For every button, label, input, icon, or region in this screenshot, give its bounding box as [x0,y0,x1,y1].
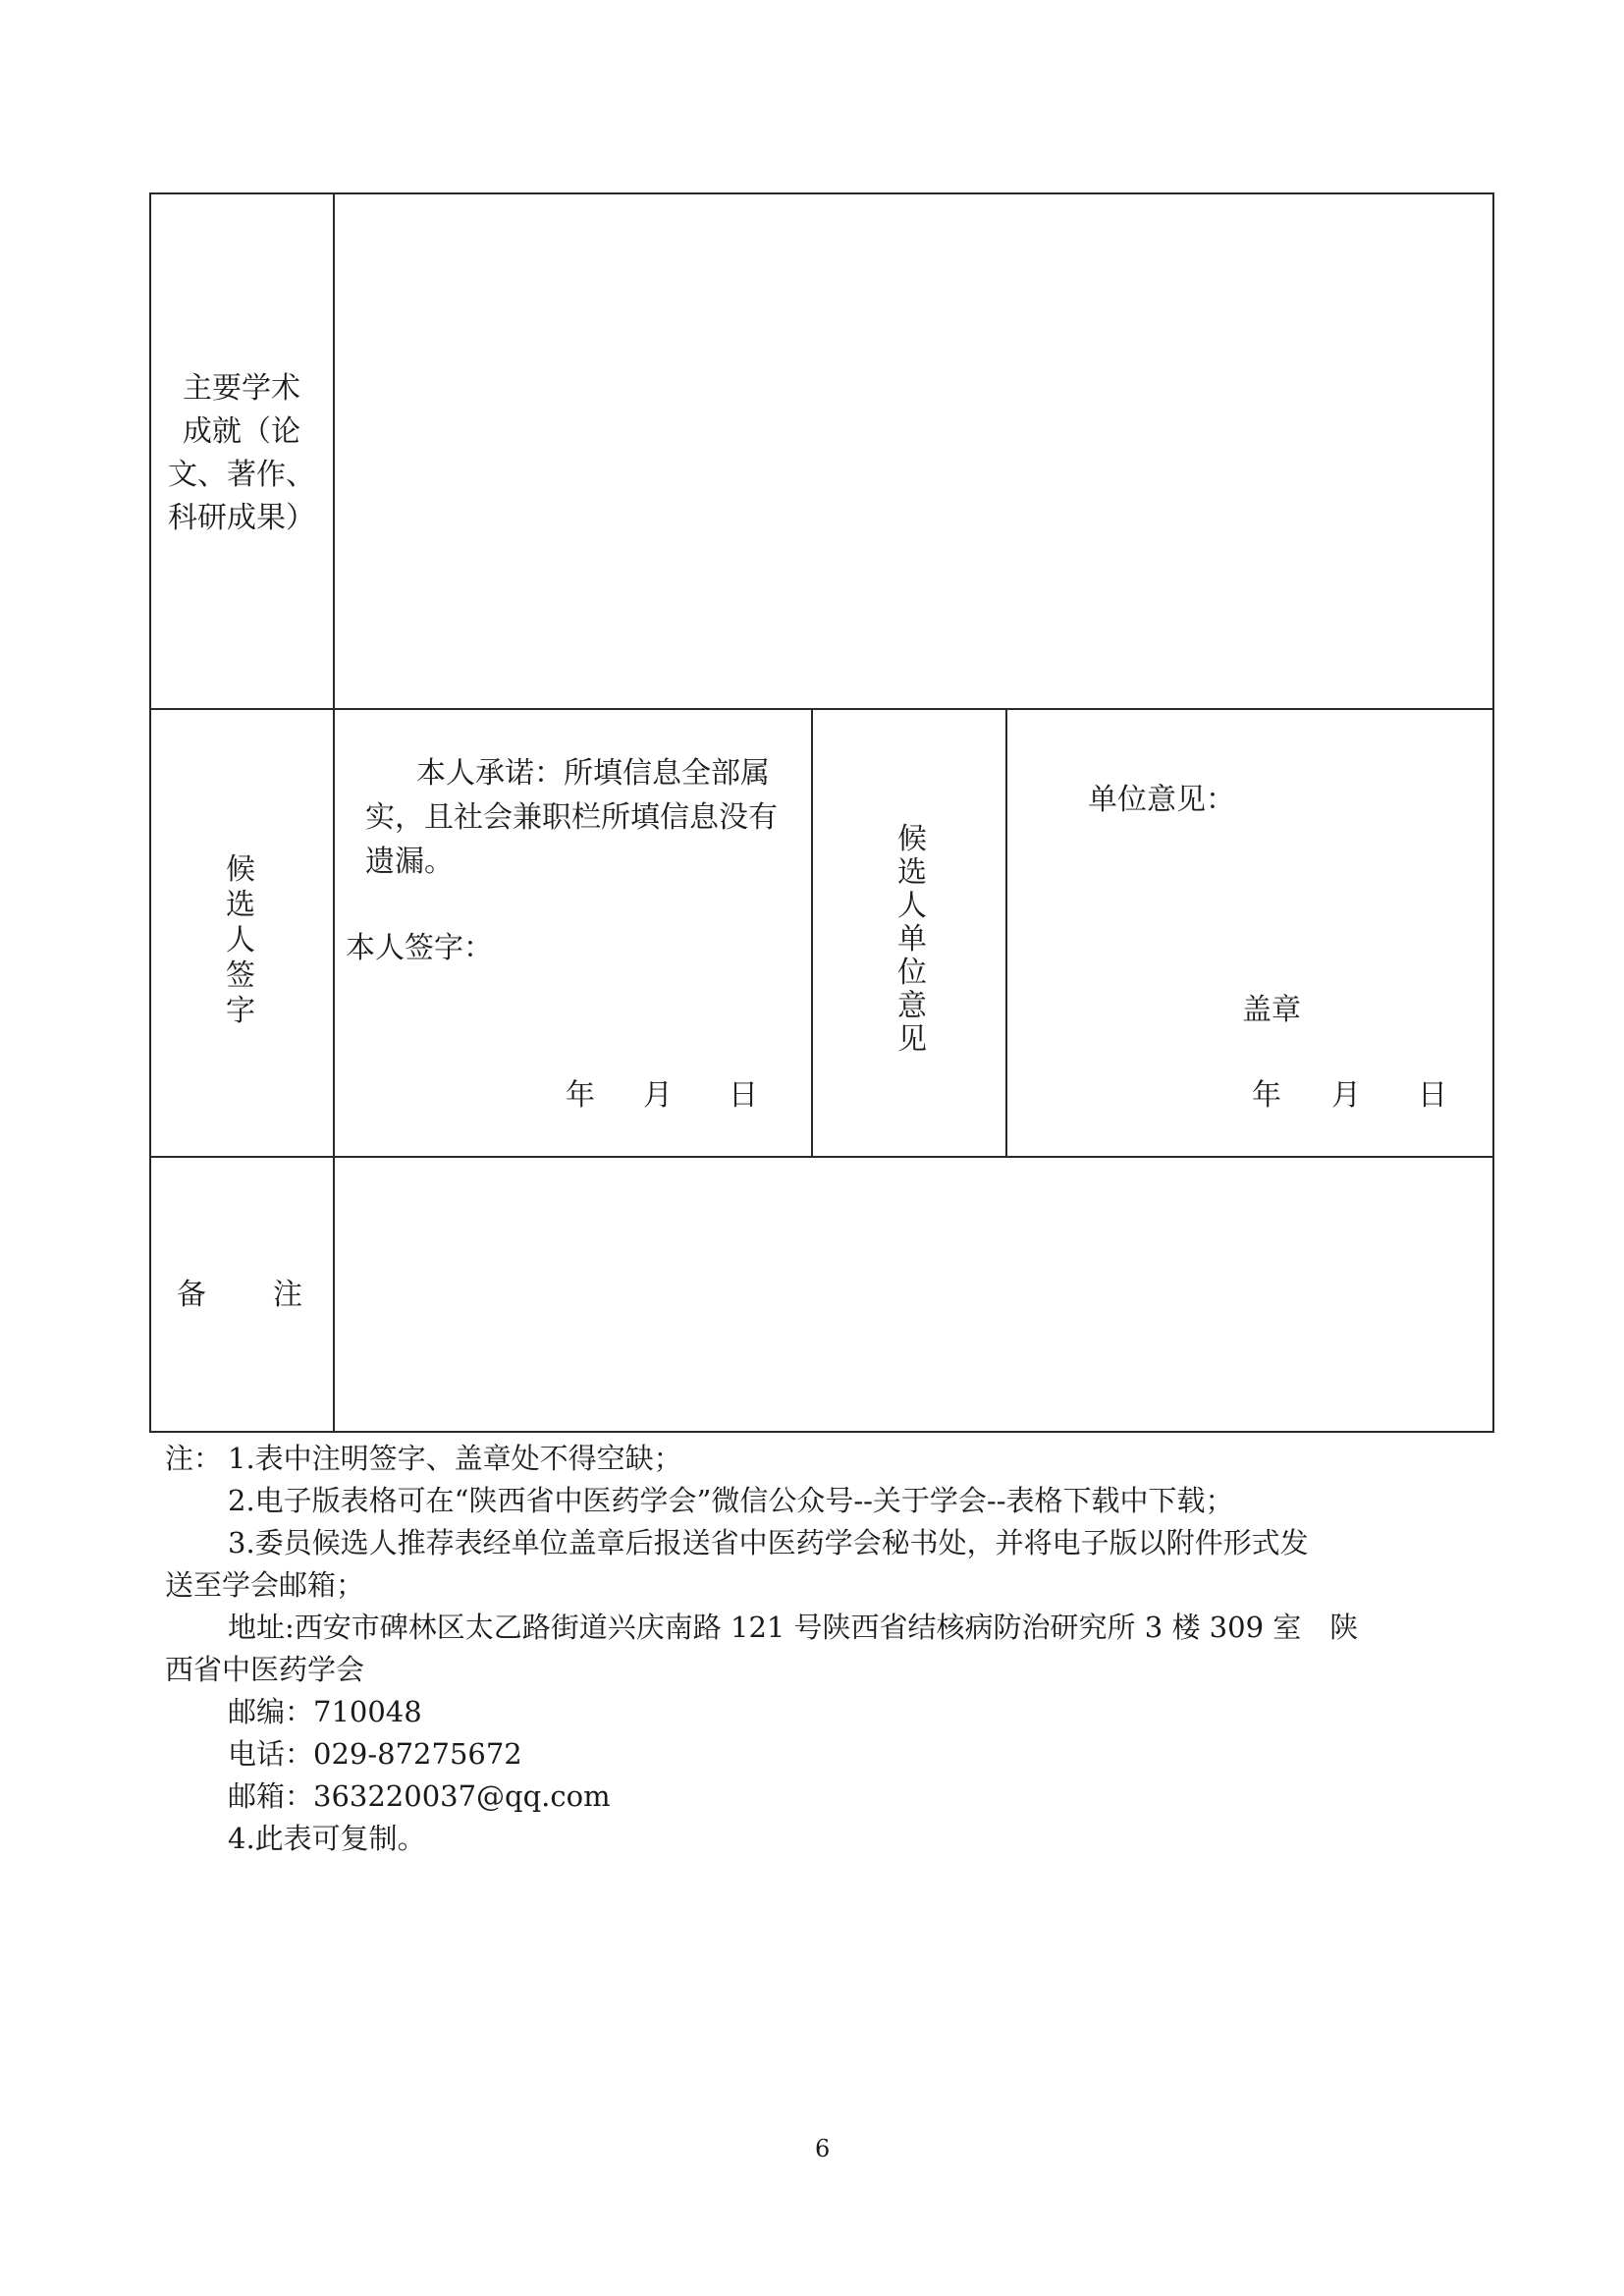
candidate-sign-label: 候选人签字 [226,852,255,1028]
table-sign-divider-1 [811,708,813,1158]
page-number: 6 [815,2135,831,2162]
date-right-year: 年 [1252,1078,1281,1113]
achievements-label-line-2: 成就（论 [183,414,300,449]
self-signature-field[interactable] [491,923,795,982]
date-right-month: 月 [1331,1078,1361,1113]
note-email: 邮箱：363220037@qq.com [228,1779,611,1813]
table-divider-2 [149,1156,1494,1158]
achievements-label-line-3: 文、著作、 [168,458,315,492]
note-item-2: 2.电子版表格可在“陕西省中医药学会”微信公众号--关于学会--表格下载中下载； [228,1484,1234,1517]
date-left-year: 年 [566,1078,595,1113]
remarks-label-right: 注 [273,1278,302,1312]
achievements-input-area[interactable] [336,195,1490,706]
date-left-month: 月 [643,1078,673,1113]
note-item-4: 4.此表可复制。 [228,1822,426,1855]
note-address-line-1: 地址:西安市碑林区太乙路街道兴庆南路 121 号陕西省结核病防治研究所 3 楼 309 室 陕 [228,1611,1359,1644]
seal-label: 盖章 [1242,993,1301,1027]
unit-opinion-vertical-label: 候选人单位意见 [897,822,927,1057]
table-sign-divider-2 [1005,708,1007,1158]
table-border-right [1492,192,1494,1433]
achievements-label-line-1: 主要学术 [183,371,300,406]
pledge-line-1: 本人承诺：所填信息全部属 [416,756,770,791]
remarks-label-left: 备 [177,1278,206,1312]
achievements-label-line-4: 科研成果） [168,501,315,535]
date-left-day: 日 [729,1078,758,1113]
note-postcode: 邮编：710048 [228,1695,422,1728]
note-address-line-2: 西省中医药学会 [165,1653,365,1686]
unit-opinion-label: 单位意见： [1088,783,1235,817]
date-right-day: 日 [1418,1078,1447,1113]
self-sign-label: 本人签字： [346,931,493,965]
note-phone: 电话：029-87275672 [228,1737,522,1771]
table-border-bottom [149,1431,1494,1433]
table-label-column-divider [333,192,335,1433]
unit-opinion-field[interactable] [1021,835,1473,992]
note-item-3-line-1: 3.委员候选人推荐表经单位盖章后报送省中医药学会秘书处，并将电子版以附件形式发 [228,1526,1309,1559]
notes-prefix: 注： [165,1442,223,1475]
pledge-line-2: 实，且社会兼职栏所填信息没有 [365,800,778,835]
pledge-line-3: 遗漏。 [365,845,454,879]
remarks-input-area[interactable] [336,1159,1490,1430]
table-divider-1 [149,708,1494,710]
note-item-1: 1.表中注明签字、盖章处不得空缺； [228,1442,682,1475]
table-border-left [149,192,151,1433]
table-border-top [149,192,1494,194]
achievements-label [163,367,320,540]
note-item-3-line-2: 送至学会邮箱； [165,1568,365,1602]
